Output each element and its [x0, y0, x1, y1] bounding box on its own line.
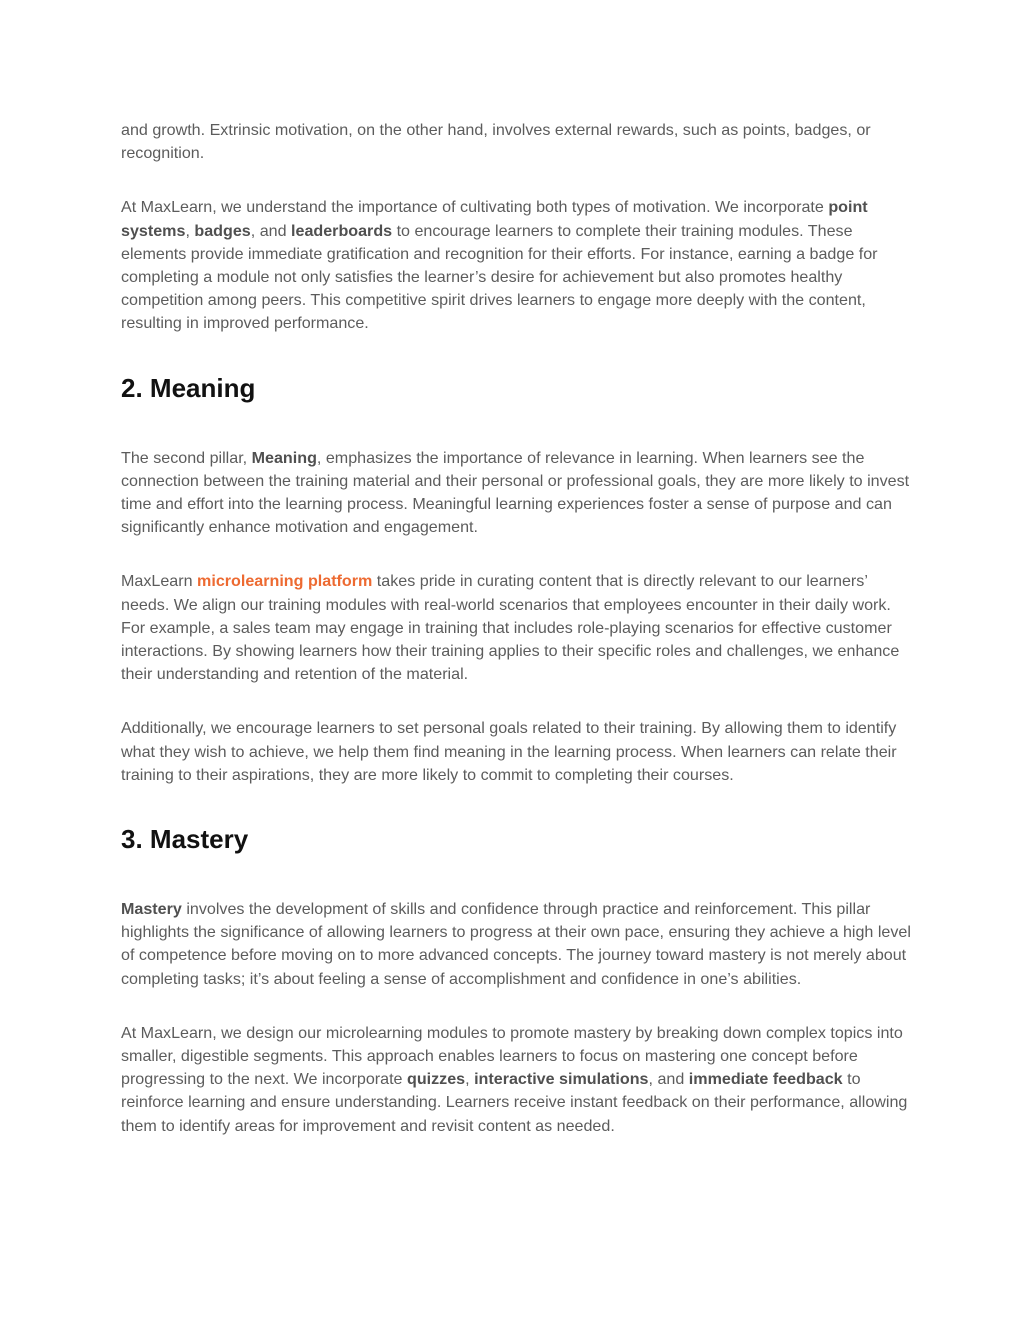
mastery-paragraph-intro [121, 898, 911, 991]
text-run: involves the development of skills and confidence through practice and reinforcement. This pillar highlights the significance of allowing learners to progress at their own pace, ensuring they achieve a high level of competence before moving on to more advanced concepts. The journey toward mastery is not merely about completing tasks; it’s about feeling a sense of accomplishment and confidence in one’s abilities. [121, 900, 911, 988]
bold-term-mastery: Mastery [121, 900, 182, 919]
section-heading-mastery: 3. Mastery [121, 824, 249, 855]
meaning-paragraph-platform [121, 570, 911, 686]
meaning-paragraph-intro [121, 447, 911, 540]
text-run: , [465, 1070, 475, 1089]
text-run: to reinforce learning and ensure understanding. Learners receive instant feedback on their performance, allowing them to identify areas for improvement and revisit content as needed. [121, 1070, 908, 1135]
bold-term-interactive-simulations: interactive simulations [474, 1070, 649, 1089]
text-run: Additionally, we encourage learners to set personal goals related to their training. By allowing them to identify what they wish to achieve, we help them find meaning in the learning process. When learners can relate their training to their aspirations, they are more likely to commit to completing their courses. [121, 719, 897, 784]
document-page [121, 119, 911, 1169]
text-run: At MaxLearn, we understand the importance of cultivating both types of motivation. We incorporate [121, 198, 829, 217]
mastery-paragraph-modules [121, 1022, 911, 1138]
bold-term-badges: badges [194, 221, 251, 240]
text-run: The second pillar, [121, 448, 252, 467]
text-run: and growth. Extrinsic motivation, on the other hand, involves external rewards, such as points, badges, or recognition. [121, 121, 871, 163]
text-run: , emphasizes the importance of relevance in learning. When learners see the connection between the training material and their personal or professional goals, they are more likely to invest time and effort into the learning process. Meaningful learning experiences foster a sense of purpose and can significantly enhance motivation and engagement. [121, 448, 910, 537]
text-run: , and [250, 221, 292, 240]
microlearning-platform-link[interactable]: microlearning platform [197, 572, 373, 591]
section-heading-meaning: 2. Meaning [121, 372, 256, 403]
text-run: to encourage learners to complete their training modules. These elements provide immediate gratification and recognition for their efforts. For instance, earning a badge for completing a module not only satisfies the learner’s desire for achievement but also promotes healthy competition among peers. This competitive spirit drives learners to engage more deeply with the content, resulting in improved performance. [121, 221, 878, 333]
bold-term-immediate-feedback: immediate feedback [688, 1070, 843, 1089]
meaning-paragraph-goals [121, 717, 911, 787]
text-run: MaxLearn [121, 572, 198, 591]
intro-paragraph-maxlearn-rewards [121, 196, 911, 335]
bold-term-leaderboards: leaderboards [291, 221, 393, 240]
intro-paragraph-extrinsic [121, 119, 911, 165]
bold-term-point-systems: point systems [121, 198, 868, 240]
text-run: , [185, 221, 195, 240]
text-run: At MaxLearn, we design our microlearning modules to promote mastery by breaking down complex topics into smaller, digestible segments. This approach enables learners to focus on mastering one concept before progressing to the next. We incorporate [121, 1023, 903, 1089]
text-run: , and [648, 1070, 689, 1089]
text-run: takes pride in curating content that is directly relevant to our learners’ needs. We align our training modules with real-world scenarios that employees encounter in their daily work. For example, a sales team may engage in training that includes role-playing scenarios for effective customer interactions. By showing learners how their training applies to their specific roles and challenges, we enhance their understanding and retention of the material. [121, 572, 900, 684]
bold-term-meaning: Meaning [251, 448, 317, 467]
bold-term-quizzes: quizzes [406, 1070, 466, 1089]
